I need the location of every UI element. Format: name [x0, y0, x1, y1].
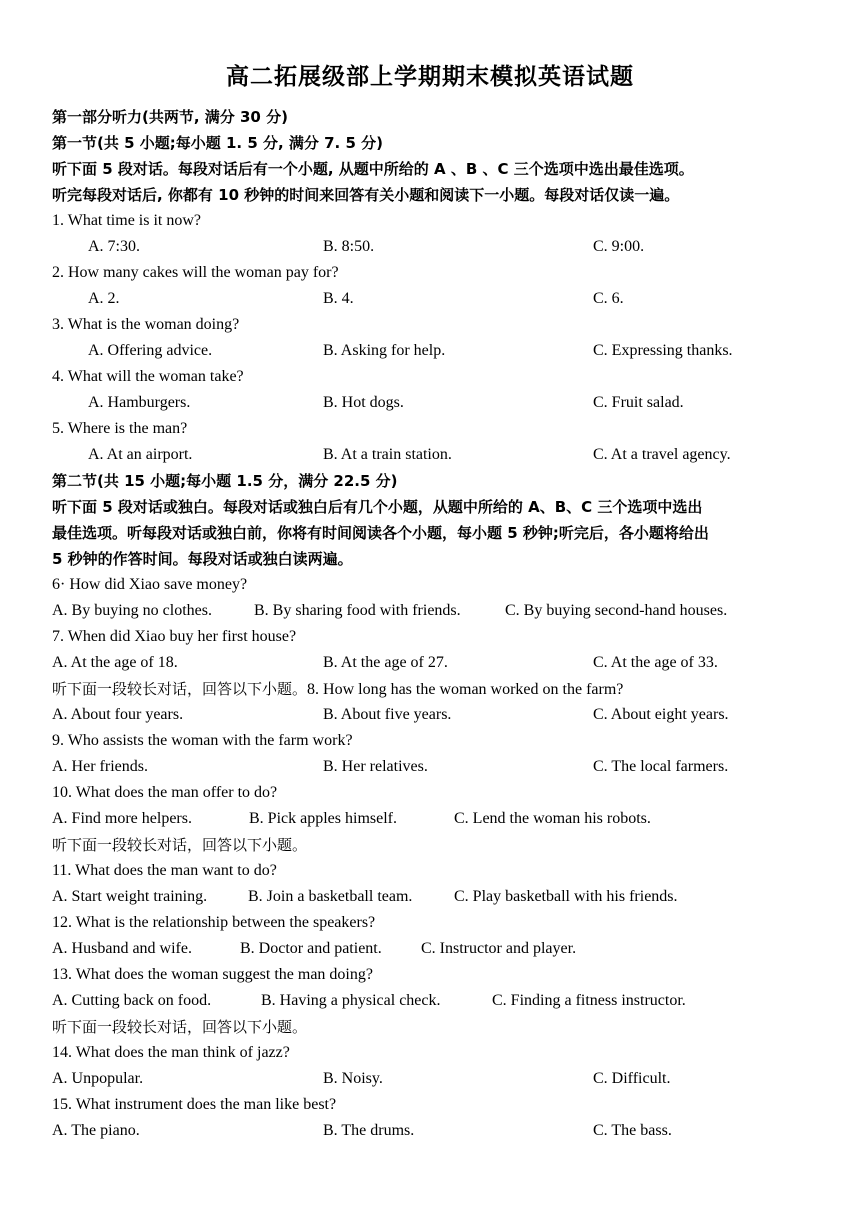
section-instructions: 最佳选项。听每段对话或独白前，你将有时间阅读各个小题，每小题 5 秒钟;听完后，各小题将给出 — [52, 524, 709, 542]
question-text: 2. How many cakes will the woman pay for? — [52, 264, 339, 281]
option-b: B. Join a basketball team. — [248, 888, 413, 905]
question-8-text: 8. How long has the woman worked on the farm? — [307, 681, 624, 698]
option-a: A. Cutting back on food. — [52, 992, 212, 1009]
option-b: B. At the age of 27. — [323, 654, 448, 671]
option-c: C. The bass. — [593, 1122, 672, 1139]
question-text: 15. What instrument does the man like best? — [52, 1096, 337, 1113]
part-heading: 第一部分听力(共两节, 满分 30 分) — [52, 108, 288, 126]
question-text: 12. What is the relationship between the speakers? — [52, 914, 376, 931]
option-c: C. About eight years. — [593, 706, 729, 723]
option-c: C. Finding a fitness instructor. — [492, 992, 686, 1009]
option-c: C. Fruit salad. — [593, 394, 684, 411]
option-c: C. The local farmers. — [593, 758, 729, 775]
option-c: C. At a travel agency. — [593, 446, 731, 463]
question-text: 5. Where is the man? — [52, 420, 188, 437]
option-b: B. Noisy. — [323, 1070, 383, 1087]
question-text: 3. What is the woman doing? — [52, 316, 240, 333]
option-a: A. 7:30. — [88, 238, 140, 255]
option-a: A. By buying no clothes. — [52, 602, 212, 619]
section-instructions: 听下面 5 段对话。每段对话后有一个小题, 从题中所给的 A 、B 、C 三个选项中选出最佳选项。 — [52, 160, 694, 178]
option-b: B. Doctor and patient. — [240, 940, 382, 957]
option-c: C. Difficult. — [593, 1070, 671, 1087]
option-a: A. Offering advice. — [88, 342, 213, 359]
option-c: C. Play basketball with his friends. — [454, 888, 678, 905]
option-b: B. Hot dogs. — [323, 394, 404, 411]
section-heading: 第二节(共 15 小题;每小题 1.5 分，满分 22.5 分) — [52, 472, 398, 490]
question-text: 1. What time is it now? — [52, 212, 202, 229]
option-b: B. The drums. — [323, 1122, 415, 1139]
question-text: 13. What does the woman suggest the man doing? — [52, 966, 373, 983]
section-instructions: 听完每段对话后, 你都有 10 秒钟的时间来回答有关小题和阅读下一小题。每段对话仅读一遍。 — [52, 186, 680, 204]
option-b: B. Her relatives. — [323, 758, 428, 775]
option-b: B. 4. — [323, 290, 354, 307]
option-a: A. At the age of 18. — [52, 654, 178, 671]
option-c: C. At the age of 33. — [593, 654, 718, 671]
option-a: A. Husband and wife. — [52, 940, 192, 957]
section-instructions: 听下面 5 段对话或独白。每段对话或独白后有几个小题，从题中所给的 A、B、C 三个选项中选出 — [52, 498, 703, 516]
option-a: A. 2. — [88, 290, 120, 307]
option-c: C. By buying second-hand houses. — [505, 602, 728, 619]
option-b: B. Having a physical check. — [261, 992, 441, 1009]
option-c: C. Instructor and player. — [421, 940, 577, 957]
option-a: A. Unpopular. — [52, 1070, 144, 1087]
question-text: 10. What does the man offer to do? — [52, 784, 278, 801]
question-text: 4. What will the woman take? — [52, 368, 244, 385]
dialogue-note: 听下面一段较长对话，回答以下小题。 — [52, 680, 308, 698]
option-a: A. Find more helpers. — [52, 810, 192, 827]
question-text — [52, 676, 817, 702]
option-a: A. Her friends. — [52, 758, 148, 775]
option-c: C. Lend the woman his robots. — [454, 810, 651, 827]
question-text: 11. What does the man want to do? — [52, 862, 277, 879]
question-text: 9. Who assists the woman with the farm work? — [52, 732, 353, 749]
option-b: B. About five years. — [323, 706, 452, 723]
option-c: C. Expressing thanks. — [593, 342, 733, 359]
section-instructions: 5 秒钟的作答时间。每段对话或独白读两遍。 — [52, 550, 353, 568]
option-b: B. At a train station. — [323, 446, 452, 463]
option-a: A. The piano. — [52, 1122, 140, 1139]
option-c: C. 6. — [593, 290, 624, 307]
option-a: A. About four years. — [52, 706, 184, 723]
question-text: 14. What does the man think of jazz? — [52, 1044, 290, 1061]
dialogue-note: 听下面一段较长对话，回答以下小题。 — [52, 1018, 308, 1036]
option-b: B. 8:50. — [323, 238, 375, 255]
question-text: 7. When did Xiao buy her first house? — [52, 628, 297, 645]
dialogue-note: 听下面一段较长对话，回答以下小题。 — [52, 836, 308, 854]
option-a: A. At an airport. — [88, 446, 193, 463]
section-heading: 第一节(共 5 小题;每小题 1. 5 分, 满分 7. 5 分) — [52, 134, 383, 152]
page-title: 高二拓展级部上学期期末模拟英语试题 — [226, 64, 634, 90]
option-b: B. Pick apples himself. — [249, 810, 397, 827]
option-a: A. Start weight training. — [52, 888, 208, 905]
option-b: B. Asking for help. — [323, 342, 446, 359]
option-b: B. By sharing food with friends. — [254, 602, 461, 619]
question-text: 6· How did Xiao save money? — [52, 576, 248, 593]
option-c: C. 9:00. — [593, 238, 645, 255]
option-a: A. Hamburgers. — [88, 394, 191, 411]
